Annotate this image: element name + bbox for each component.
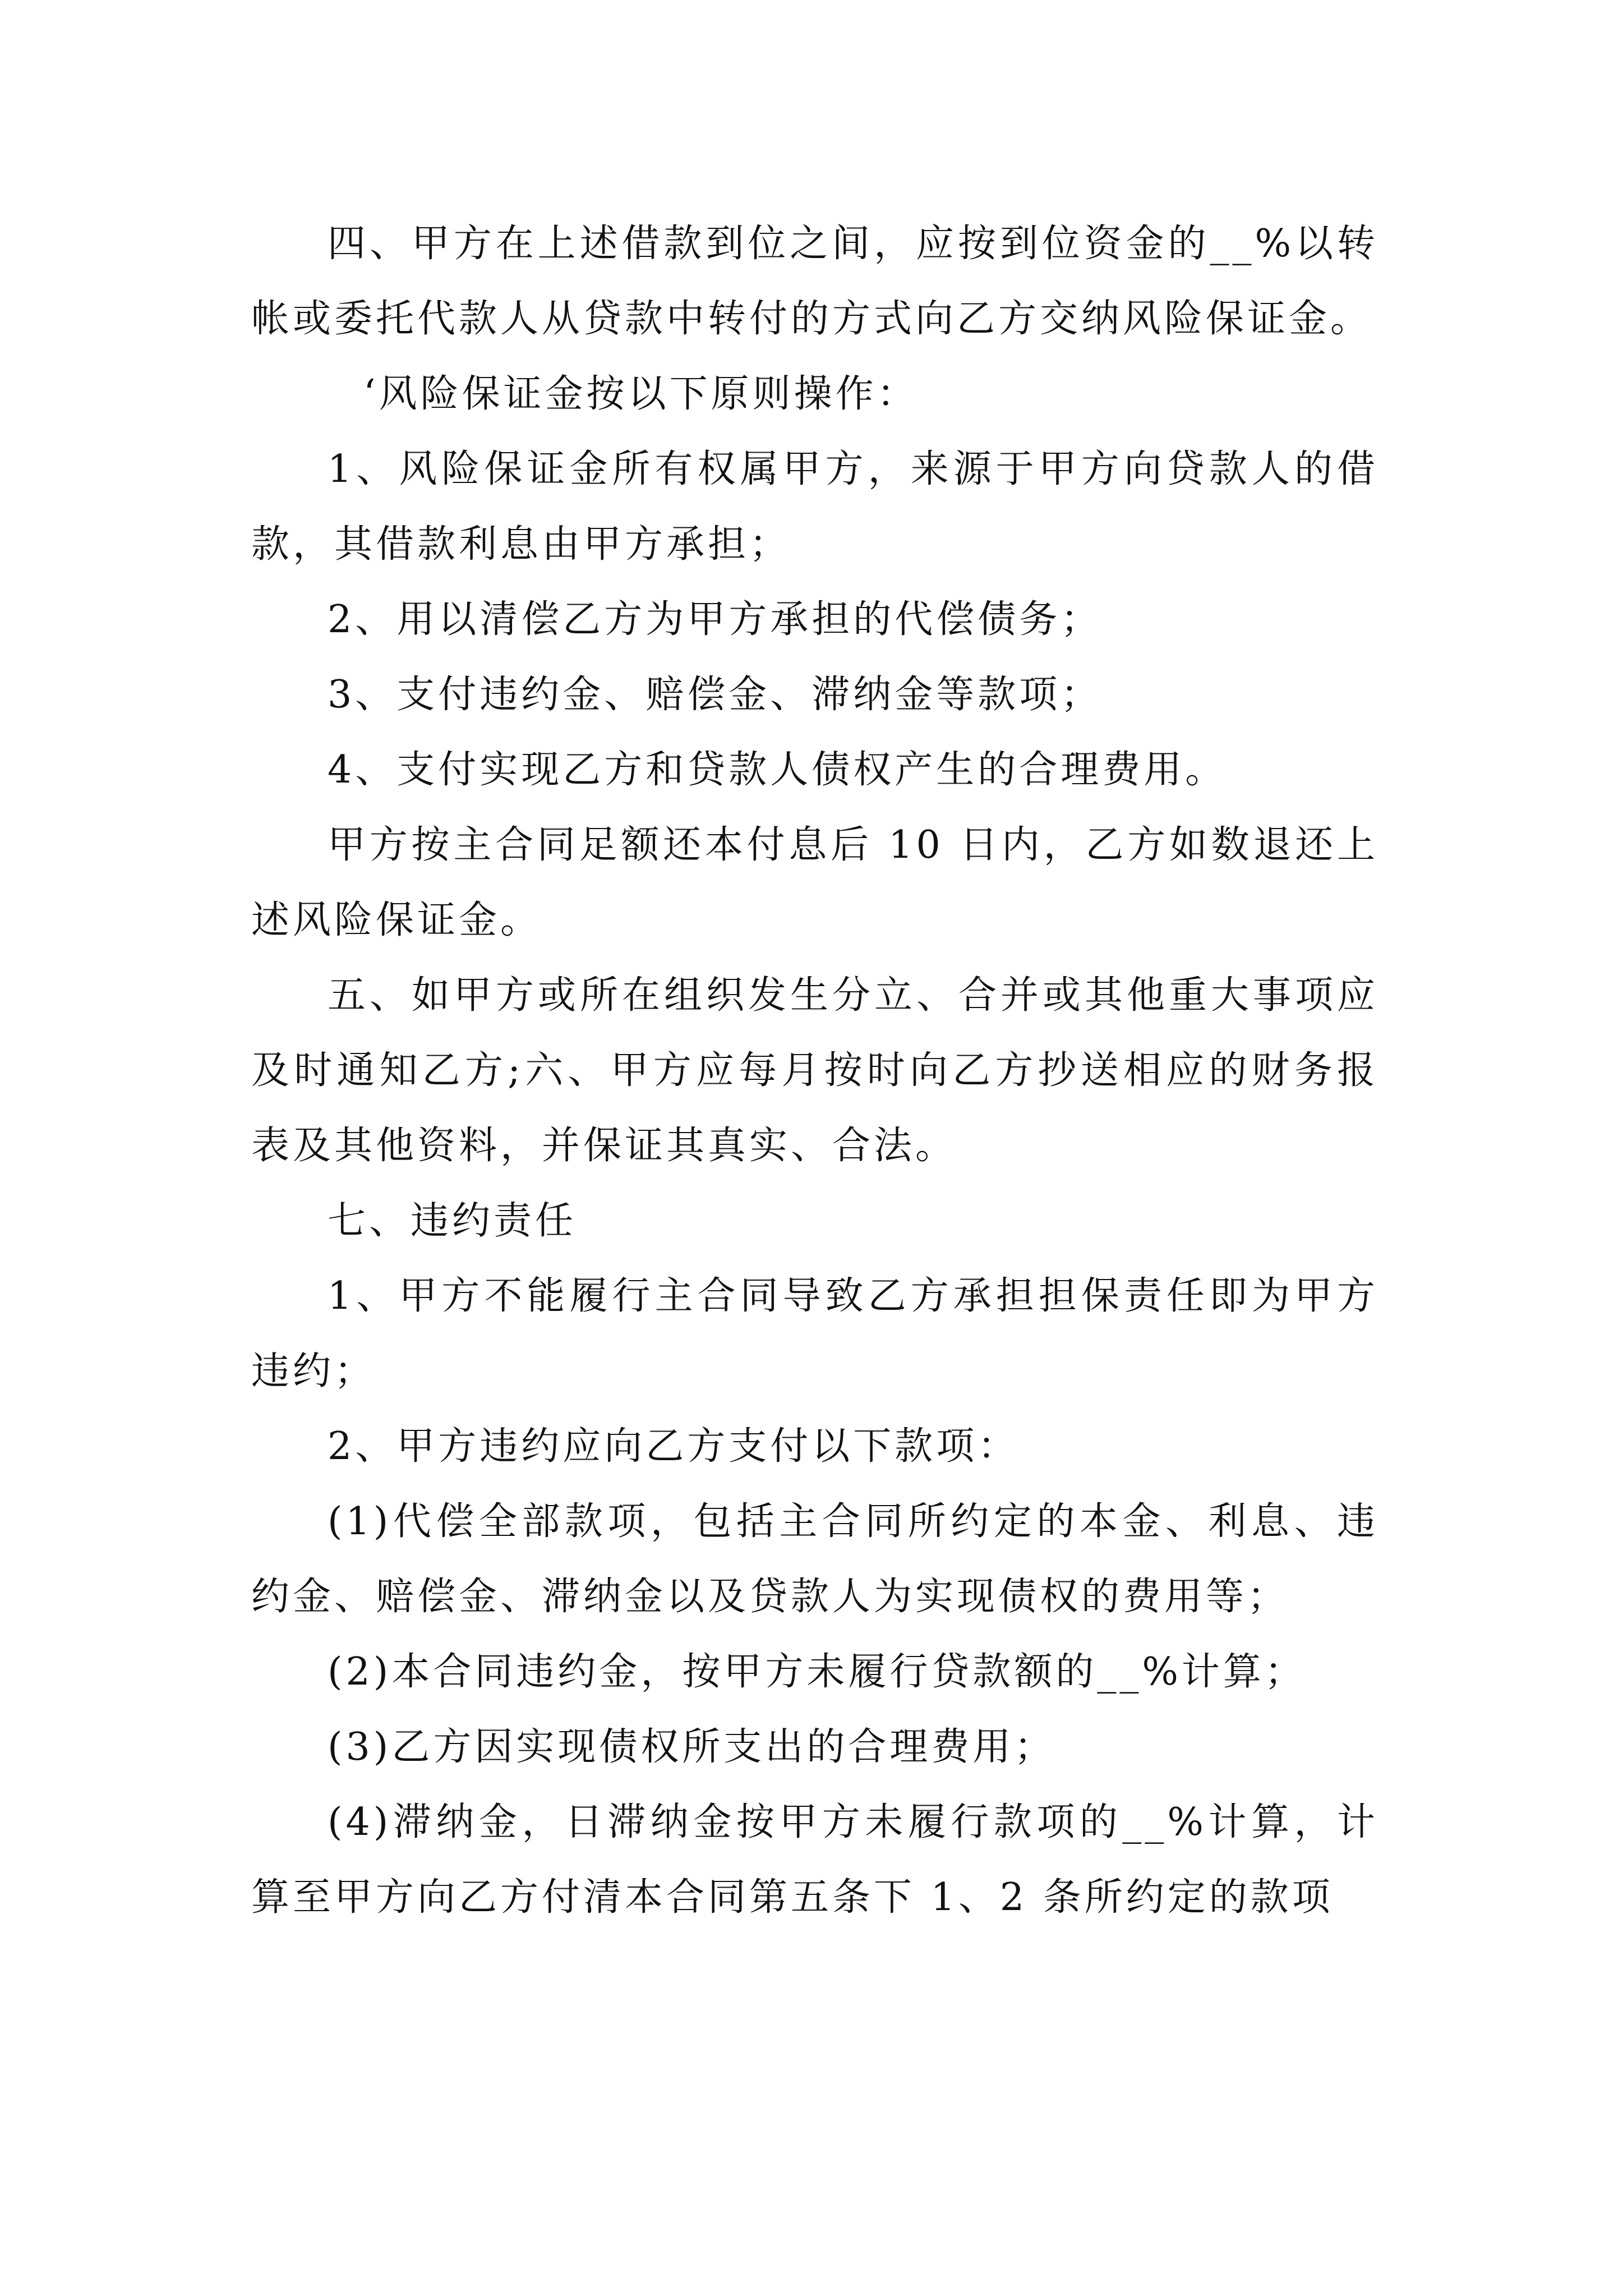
heading-section-7: 七、违约责任 [328, 1199, 577, 1243]
paragraph-rule-2: 2、用以清偿乙方为甲方承担的代偿债务； [328, 597, 1103, 642]
paragraph-refund: 甲方按主合同足额还本付息后 10 日内，乙方如数退还上述风险保证金。 [251, 823, 1378, 942]
paragraph-deposit-rules: ‘风险保证金按以下原则操作： [363, 372, 919, 416]
paragraph-item-3: (3)乙方因实现债权所支出的合理费用； [328, 1725, 1056, 1769]
document-body [251, 206, 1378, 1935]
paragraph-item-4: (4)滞纳金，日滞纳金按甲方未履行款项的__%计算，计算至甲方向乙方付清本合同第五条下 1、2 条所约定的款项 [251, 1800, 1378, 1920]
paragraph-rule-1: 1、风险保证金所有权属甲方，来源于甲方向贷款人的借款，其借款利息由甲方承担； [251, 447, 1378, 567]
paragraph-item-2: (2)本合同违约金，按甲方未履行贷款额的__%计算； [328, 1650, 1306, 1694]
paragraph-section-5-6: 五、如甲方或所在组织发生分立、合并或其他重大事项应及时通知乙方;六、甲方应每月按时向乙方抄送相应的财务报表及其他资料，并保证其真实、合法。 [251, 973, 1378, 1168]
paragraph-section-4: 四、甲方在上述借款到位之间，应按到位资金的__%以转帐或委托代款人从贷款中转付的方式向乙方交纳风险保证金。 [251, 222, 1378, 341]
paragraph-rule-3: 3、支付违约金、赔偿金、滞纳金等款项； [328, 673, 1103, 717]
paragraph-breach-1: 1、甲方不能履行主合同导致乙方承担担保责任即为甲方违约； [251, 1274, 1378, 1393]
paragraph-rule-4: 4、支付实现乙方和贷款人债权产生的合理费用。 [328, 748, 1227, 792]
paragraph-item-1: (1)代偿全部款项，包括主合同所约定的本金、利息、违约金、赔偿金、滞纳金以及贷款人为实现债权的费用等； [251, 1499, 1378, 1619]
paragraph-breach-2: 2、甲方违约应向乙方支付以下款项： [328, 1424, 1020, 1469]
